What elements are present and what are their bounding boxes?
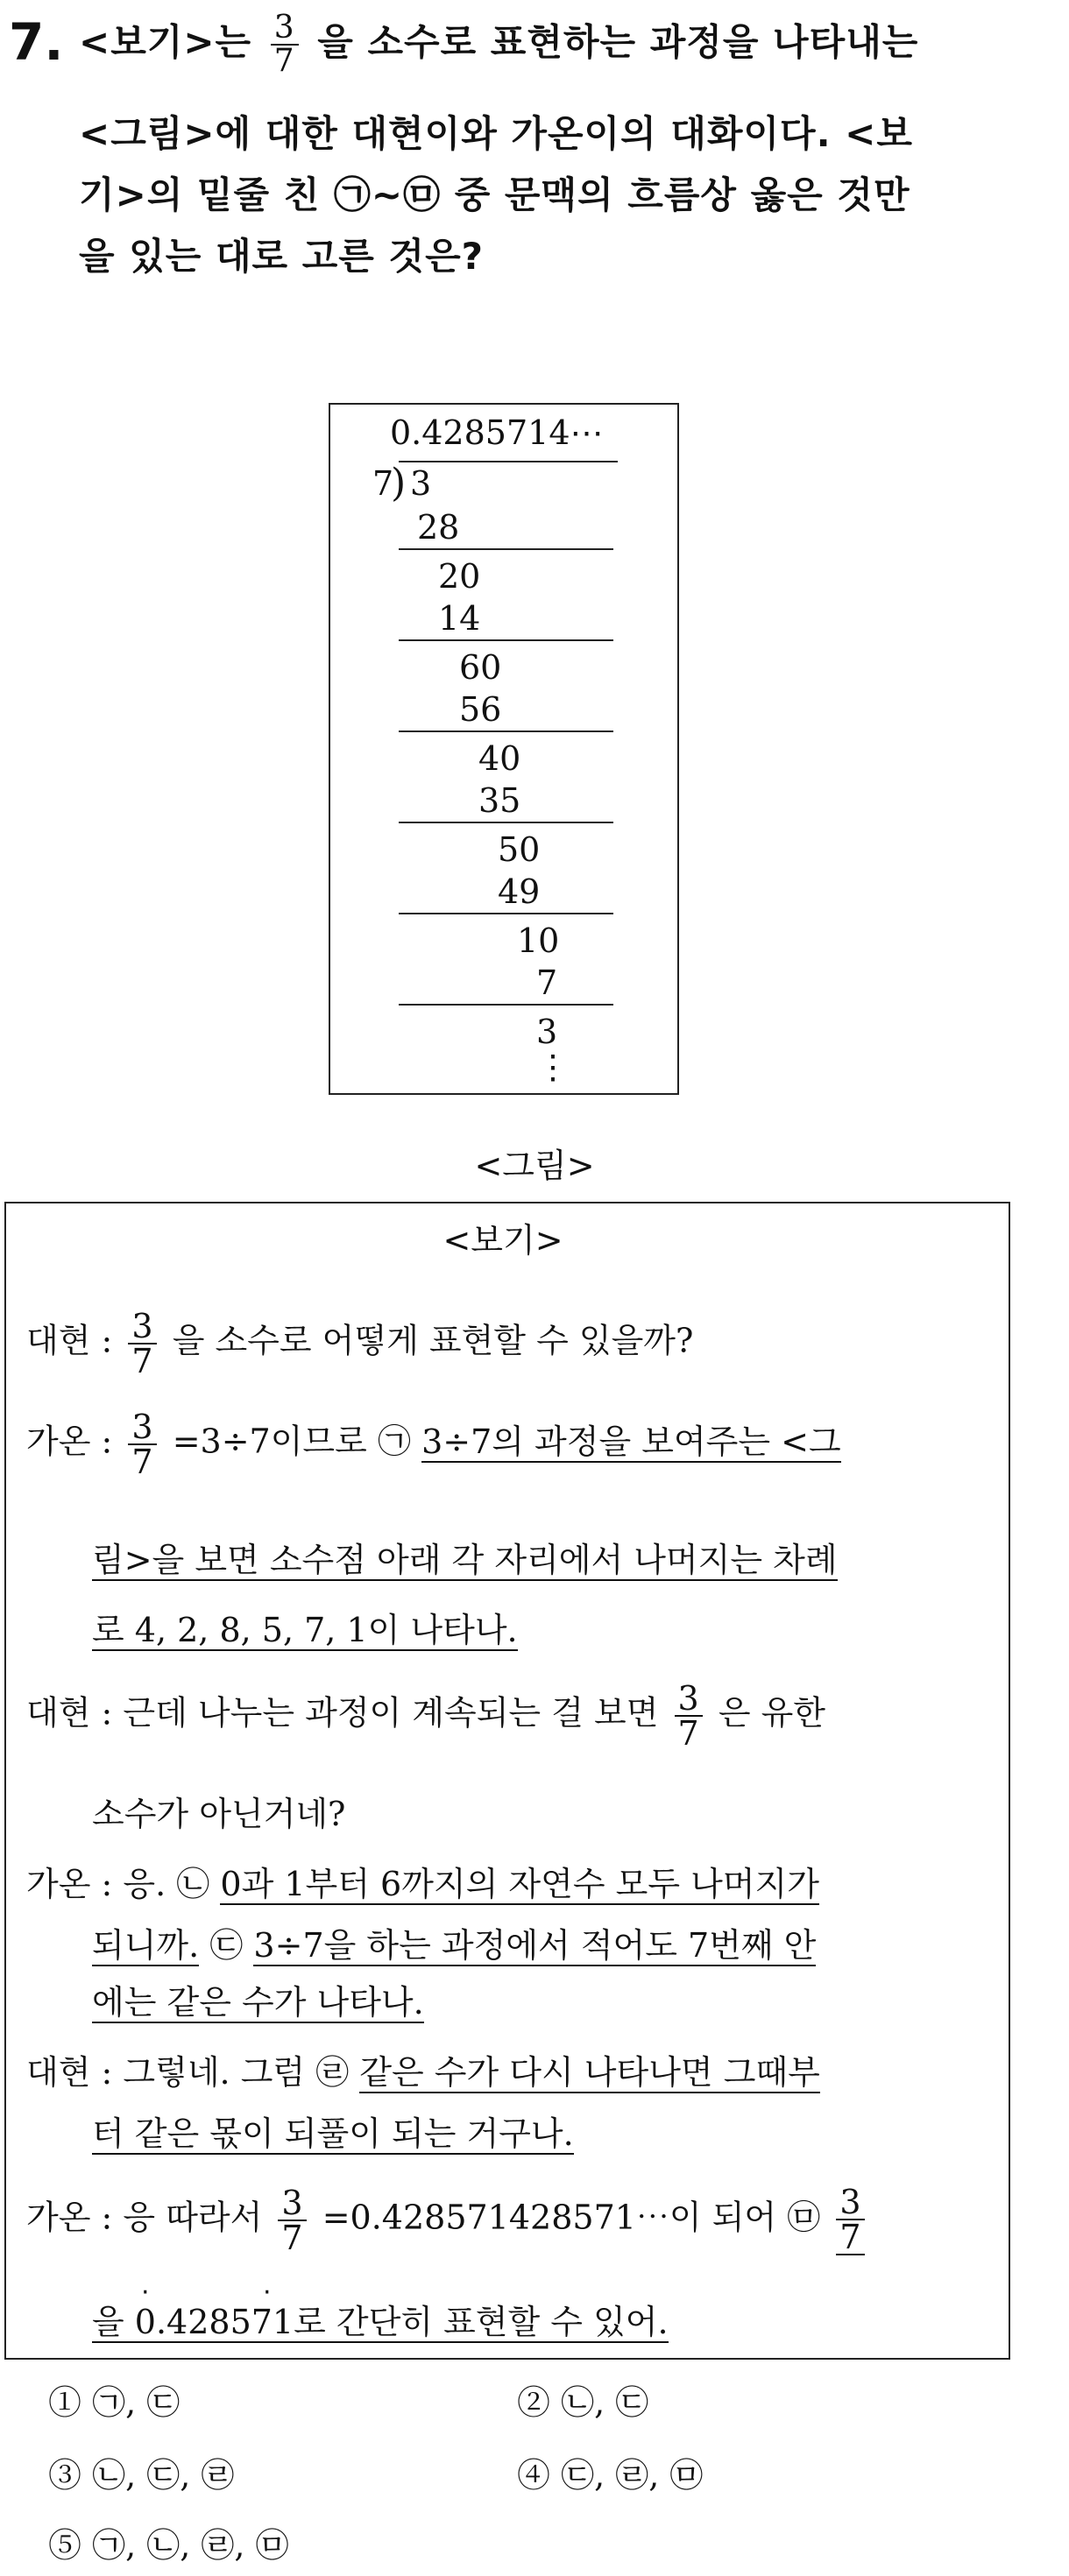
ld-row: 14 [438, 599, 481, 638]
fraction-numerator: 3 [278, 2186, 306, 2221]
fraction-numerator: 3 [836, 2185, 864, 2220]
underlined-statement: 3÷7의 과정을 보여주는 <그 [421, 1422, 841, 1461]
fraction [278, 2186, 306, 2255]
ld-row: 3 [536, 1013, 558, 1051]
dialogue-line [26, 1309, 693, 1378]
dividend: 3 [410, 464, 432, 503]
underlined-statement: 되니까. [92, 1926, 200, 1965]
dialogue-line [92, 2295, 669, 2343]
choice-number: ⑤ [48, 2526, 82, 2565]
question-line-4: 을 있는 대로 고른 것은? [79, 235, 485, 278]
dialogue-line [92, 1918, 816, 1966]
ld-rule [399, 639, 613, 641]
dialogue-text: 은 유한 [718, 1693, 826, 1733]
divisor: 7 [372, 464, 394, 503]
fraction [128, 1309, 156, 1378]
example-title: <보기> [442, 1221, 563, 1260]
dialogue-line [92, 1603, 518, 1651]
fraction [128, 1410, 156, 1479]
ld-row: 20 [438, 557, 481, 596]
ld-row: 49 [498, 872, 541, 911]
dialogue-line: 소수가 아닌거네? [92, 1795, 346, 1833]
repeat-dot: · [263, 2277, 272, 2308]
marker-circled-5: ㉤ [787, 2198, 821, 2237]
speaker: 대현 : [26, 1321, 113, 1360]
question-line-3: 기>의 밑줄 친 ㉠~㉤ 중 문맥의 흐름상 옳은 것만 [79, 173, 910, 216]
choice-number: ④ [517, 2456, 551, 2495]
figure-caption: <그림> [474, 1147, 595, 1185]
marker-circled-1: ㉠ [377, 1422, 411, 1461]
question-text: 을 소수로 표현하는 과정을 나타내는 [317, 20, 919, 64]
ld-row: 60 [459, 648, 502, 687]
equation: =0.428571428571⋯이 되어 [322, 2198, 777, 2237]
fraction [271, 12, 299, 77]
fraction-numerator: 3 [128, 1309, 156, 1344]
dialogue-line [26, 2045, 820, 2093]
ld-rule [399, 913, 613, 914]
dialogue-line [26, 1679, 826, 1753]
choice-text: ㉠, ㉢ [92, 2383, 181, 2422]
underlined-statement: 림>을 보면 소수점 아래 각 자리에서 나머지는 차례 [92, 1541, 838, 1579]
fraction-numerator: 3 [675, 1682, 703, 1717]
dialogue-line [26, 1857, 819, 1905]
underlined-statement: 에는 같은 수가 나타나. [92, 1983, 424, 2022]
dialogue-line [92, 1533, 838, 1581]
fraction-denominator: 7 [131, 1342, 153, 1380]
ld-row: 35 [478, 781, 521, 820]
marker-circled-3: ㉢ [209, 1926, 244, 1965]
choice-text: ㉡, ㉢ [561, 2383, 649, 2422]
choice-text: ㉡, ㉢, ㉣ [92, 2456, 235, 2495]
marker-circled-4: ㉣ [315, 2053, 350, 2092]
choice-number: ② [517, 2383, 551, 2422]
ld-rule [399, 1004, 613, 1006]
ld-rule [399, 730, 613, 732]
fraction-numerator: 3 [271, 12, 299, 46]
choice-1[interactable] [48, 2375, 180, 2424]
fraction-numerator: 3 [128, 1410, 156, 1445]
speaker: 가온 : [26, 1865, 113, 1903]
question-line-1 [79, 12, 918, 77]
speaker: 대현 : [26, 2053, 113, 2092]
vinculum [399, 461, 618, 462]
dialogue-text: 근데 나누는 과정이 계속되는 걸 보면 [123, 1693, 659, 1733]
underlined-statement: 3÷7을 하는 과정에서 적어도 7번째 안 [253, 1926, 817, 1965]
dialogue-line [26, 2185, 870, 2255]
equation: =3÷7이므로 [172, 1422, 367, 1461]
ld-row: 7 [536, 963, 558, 1002]
choice-text: ㉠, ㉡, ㉣, ㉤ [92, 2526, 289, 2565]
fraction-denominator: 7 [273, 43, 295, 79]
ld-row: 28 [417, 508, 460, 547]
fraction-denominator: 7 [677, 1714, 699, 1753]
ld-row: 50 [498, 830, 541, 869]
dialogue-line [92, 1975, 424, 2023]
ld-row: 56 [459, 690, 502, 729]
dialogue-line [26, 1410, 841, 1479]
choice-4[interactable] [517, 2448, 703, 2496]
ld-row: 10 [517, 921, 560, 960]
vertical-ellipsis: ⋮ [536, 1048, 570, 1086]
dialogue-line [92, 2107, 574, 2155]
marker-circled-2: ㉡ [176, 1865, 210, 1903]
fraction-denominator: 7 [281, 2219, 303, 2257]
choice-number: ③ [48, 2456, 82, 2495]
underlined-statement: 같은 수가 다시 나타나면 그때부 [359, 2053, 820, 2092]
dialogue-text: 응 따라서 [123, 2198, 263, 2237]
underlined-statement: 0과 1부터 6까지의 자연수 모두 나머지가 [220, 1865, 819, 1903]
division-bracket: ) [391, 461, 407, 505]
underlined-statement: 을 0.428571로 간단히 표현할 수 있어. [92, 2303, 669, 2341]
ld-row: 40 [478, 739, 521, 778]
ld-rule [399, 548, 613, 550]
quotient: 0.4285714⋯ [390, 413, 604, 452]
speaker: 가온 : [26, 1422, 113, 1461]
fraction [836, 2185, 864, 2255]
question-text: <보기>는 [79, 20, 252, 64]
dialogue-text: 응. [123, 1865, 166, 1903]
choice-3[interactable] [48, 2448, 234, 2496]
speaker: 대현 : [26, 1693, 113, 1733]
fraction [675, 1679, 703, 1753]
choice-number: ① [48, 2383, 82, 2422]
dialogue-text: 그렇네. 그럼 [123, 2053, 306, 2092]
choice-text: ㉢, ㉣, ㉤ [561, 2456, 704, 2495]
choice-2[interactable] [517, 2375, 648, 2424]
ld-rule [399, 822, 613, 823]
question-number: 7. [9, 12, 64, 72]
choice-5[interactable] [48, 2518, 289, 2566]
underlined-statement: 터 같은 몫이 되풀이 되는 거구나. [92, 2114, 574, 2153]
question-line-2: <그림>에 대한 대현이와 가온이의 대화이다. <보 [79, 112, 913, 155]
fraction-denominator: 7 [836, 2220, 864, 2255]
speaker: 가온 : [26, 2198, 113, 2237]
dialogue-text: 을 소수로 어떻게 표현할 수 있을까? [172, 1321, 694, 1360]
underlined-statement: 로 4, 2, 8, 5, 7, 1이 나타나. [92, 1611, 518, 1649]
repeat-dot: · [141, 2277, 150, 2308]
fraction-denominator: 7 [131, 1443, 153, 1481]
